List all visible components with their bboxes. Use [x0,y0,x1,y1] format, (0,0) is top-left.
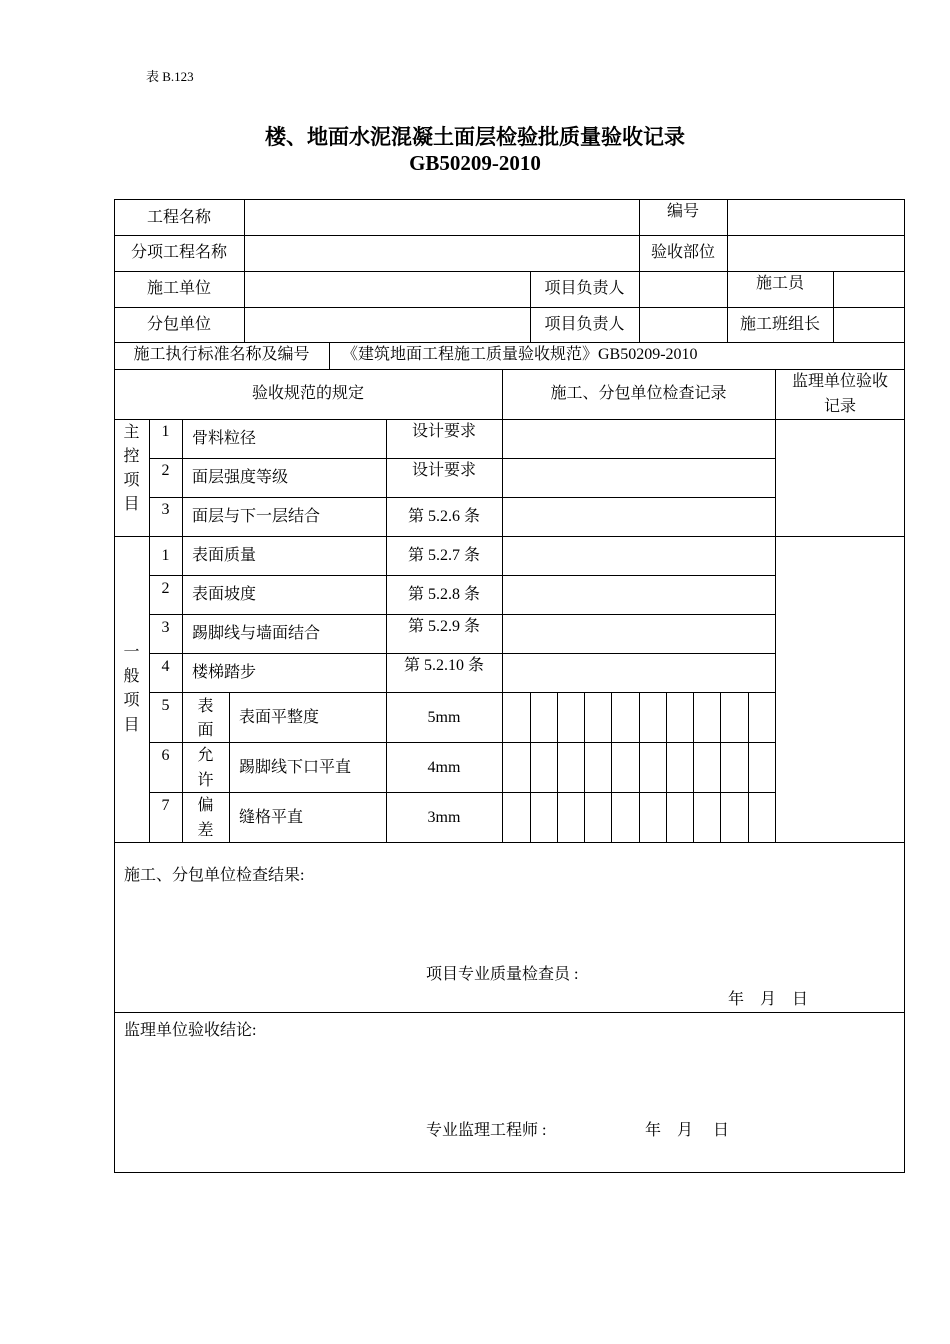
project-name-label: 工程名称 [146,209,211,226]
tolerance-item-name: 缝格平直 [239,809,304,826]
general-item-no: 4 [161,658,170,675]
form-code: 表 B.123 [146,69,194,84]
main-item-no: 2 [161,462,170,479]
general-item-name: 表面质量 [192,547,257,564]
sub-project-label: 分项工程名称 [130,244,227,261]
construction-worker-label: 施工员 [755,275,804,292]
tolerance-item-no: 7 [161,797,170,814]
general-item-no: 2 [161,580,170,597]
main-item-requirement: 第 5.2.6 条 [407,508,480,525]
tolerance-item-value: 5mm [427,709,461,726]
general-item-requirement: 第 5.2.7 条 [407,547,480,564]
main-item-no: 1 [161,423,170,440]
general-item-requirement: 第 5.2.10 条 [403,657,484,674]
supervision-column-header-line1: 监理单位验收 [791,373,888,390]
main-item-requirement: 设计要求 [411,462,476,479]
contractor-label: 施工单位 [146,280,211,297]
tolerance-item-name: 表面平整度 [239,709,320,726]
serial-number-label: 编号 [666,203,699,220]
tolerance-item-value: 4mm [427,759,461,776]
general-item-requirement: 第 5.2.9 条 [407,618,480,635]
main-item-name: 骨料粒径 [192,430,257,447]
general-item-no: 1 [161,547,170,564]
general-item-name: 踢脚线与墙面结合 [192,625,321,642]
tolerance-item-value: 3mm [427,809,461,826]
standard-label: 施工执行标准名称及编号 [133,346,310,363]
subcontractor-label: 分包单位 [146,316,211,333]
project-manager-label: 项目负责人 [544,280,625,297]
supervisor-conclusion-label: 监理单位验收结论: [124,1022,257,1039]
acceptance-part-label: 验收部位 [650,244,715,261]
main-item-name: 面层强度等级 [192,469,289,486]
standard-code-title: GB50209-2010 [409,151,541,175]
tolerance-item-no: 5 [161,697,170,714]
main-item-requirement: 设计要求 [411,423,476,440]
check-record-column-header: 施工、分包单位检查记录 [550,385,727,402]
spec-column-header: 验收规范的规定 [251,385,364,402]
page-title: 楼、地面水泥混凝土面层检验批质量验收记录 [265,125,685,149]
contractor-date-label: 年 月 日 [728,991,809,1008]
contractor-result-label: 施工、分包单位检查结果: [124,867,305,884]
project-manager-label-2: 项目负责人 [544,316,625,333]
quality-inspector-label: 项目专业质量检查员 : [426,966,579,983]
general-item-requirement: 第 5.2.8 条 [407,586,480,603]
main-item-name: 面层与下一层结合 [192,508,321,525]
main-item-no: 3 [161,501,170,518]
general-item-no: 3 [161,619,170,636]
tolerance-item-no: 6 [161,747,170,764]
supervisor-date-label: 年 月 日 [645,1122,730,1139]
supervising-engineer-label: 专业监理工程师 : [426,1122,547,1139]
tolerance-item-name: 踢脚线下口平直 [239,759,352,776]
team-leader-label: 施工班组长 [739,316,820,333]
general-item-name: 表面坡度 [192,586,257,603]
standard-value: 《建筑地面工程施工质量验收规范》GB50209-2010 [342,346,698,363]
supervision-column-header-line2: 记录 [823,398,856,415]
general-item-name: 楼梯踏步 [192,664,257,681]
